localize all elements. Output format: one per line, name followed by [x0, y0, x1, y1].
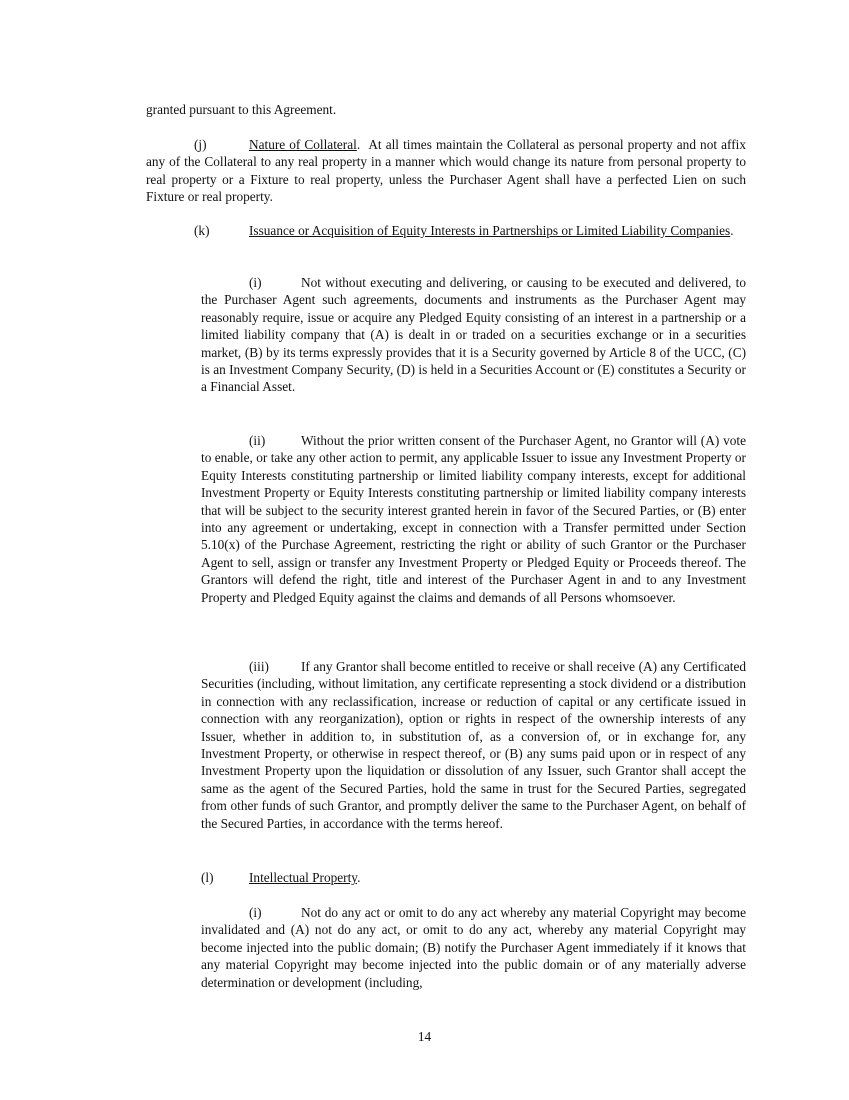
subsection-label: (ii)	[249, 433, 266, 448]
subsection-text: Not without executing and delivering, or causing to be executed and delivered, to the Purchaser Agent such agreements, documents and instruments as the Purchaser Agent may reasonably require, issue or acquire any Pledged Equity consisting of an interest in a partnership or a limited liability company that (A) is dealt in or traded on a securities exchange or in a securities market, (B) by its terms expressly provides that it is a Security governed by Article 8 of the UCC, (C) is an Investment Company Security, (D) is held in a Securities Account or (E) constitutes a Security or a Financial Asset.	[201, 275, 746, 395]
paragraph-continuation	[146, 101, 746, 118]
subsection-l-i	[201, 904, 746, 991]
paragraph-text: granted pursuant to this Agreement.	[146, 102, 337, 117]
subsection-k-ii	[201, 432, 746, 606]
subsection-text: If any Grantor shall become entitled to receive or shall receive (A) any Certificated Securities (including, without limitation, any certificate representing a stock dividend or a distribution in connection with any reclassification, increase or reduction of capital or any certificate issued in connection with any reorganization), option or rights in respect of the ownership interests of any Issuer, whether in addition to, in substitution of, as a conversion of, or in exchange for, any Investment Property, or otherwise in respect thereof, or (B) any sums paid upon or in respect of any Investment Property upon the liquidation or dissolution of any Issuer, such Grantor shall accept the same as the agent of the Secured Parties, hold the same in trust for the Secured Parties, segregated from other funds of such Grantor, and promptly deliver the same to the Purchaser Agent, on behalf of the Secured Parties, in accordance with the terms hereof.	[201, 659, 746, 831]
section-j: (j) Nature of Collateral. At all times maintain the Collateral as personal property and not affix any of the Collateral to any real property in a manner which would change its nature from personal property to real property or a Fixture to real property, unless the Purchaser Agent shall have a perfected Lien on such Fixture or real property.	[146, 137, 746, 205]
subsection-text: Not do any act or omit to do any act whereby any material Copyright may become invalidated and (A) not do any act, or omit to do any act, whereby any material Copyright may become injected into the public domain; (B) notify the Purchaser Agent immediately if it knows that any material Copyright may become injected into the public domain or of any materially adverse determination or development (including,	[201, 905, 746, 990]
section-label: (k)	[194, 223, 210, 238]
subsection-label: (i)	[249, 275, 262, 290]
section-k: (k) Issuance or Acquisition of Equity Interests in Partnerships or Limited Liability Companies.	[194, 223, 734, 238]
subsection-text: Without the prior written consent of the Purchaser Agent, no Grantor will (A) vote to enable, or take any other action to permit, any applicable Issuer to issue any Investment Property or Equity Interests constituting partnership or limited liability company interests, except for additional Investment Property or Equity Interests constituting partnership or limited liability company interests that will be subject to the security interest granted herein in favor of the Secured Parties, or (B) enter into any agreement or undertaking, except in connection with a Transfer permitted under Section 5.10(x) of the Purchase Agreement, restricting the right or ability of such Grantor or the Purchaser Agent to sell, assign or transfer any Investment Property or Pledged Equity or Proceeds thereof. The Grantors will defend the right, title and interest of the Purchaser Agent in and to any Investment Property and Pledged Equity against the claims and demands of all Persons whomsoever.	[201, 433, 746, 605]
subsection-label: (iii)	[249, 659, 269, 674]
section-heading: Intellectual Property	[249, 870, 358, 885]
section-l: (l) Intellectual Property.	[201, 870, 361, 885]
section-heading: Nature of Collateral	[249, 137, 357, 152]
page-number: 14	[417, 1029, 432, 1044]
subsection-label: (i)	[249, 905, 262, 920]
subsection-k-iii	[201, 658, 746, 832]
section-text: At all times maintain the Collateral as personal property and not affix any of the Collateral to any real property in a manner which would change its nature from personal property to real property or a Fixture to real property, unless the Purchaser Agent shall have a perfected Lien on such Fixture or real property.	[146, 137, 746, 205]
section-heading: Issuance or Acquisition of Equity Interests in Partnerships or Limited Liability Companies	[249, 223, 731, 238]
section-label: (l)	[201, 870, 214, 885]
section-label: (j)	[194, 137, 207, 152]
subsection-k-i	[201, 274, 746, 396]
